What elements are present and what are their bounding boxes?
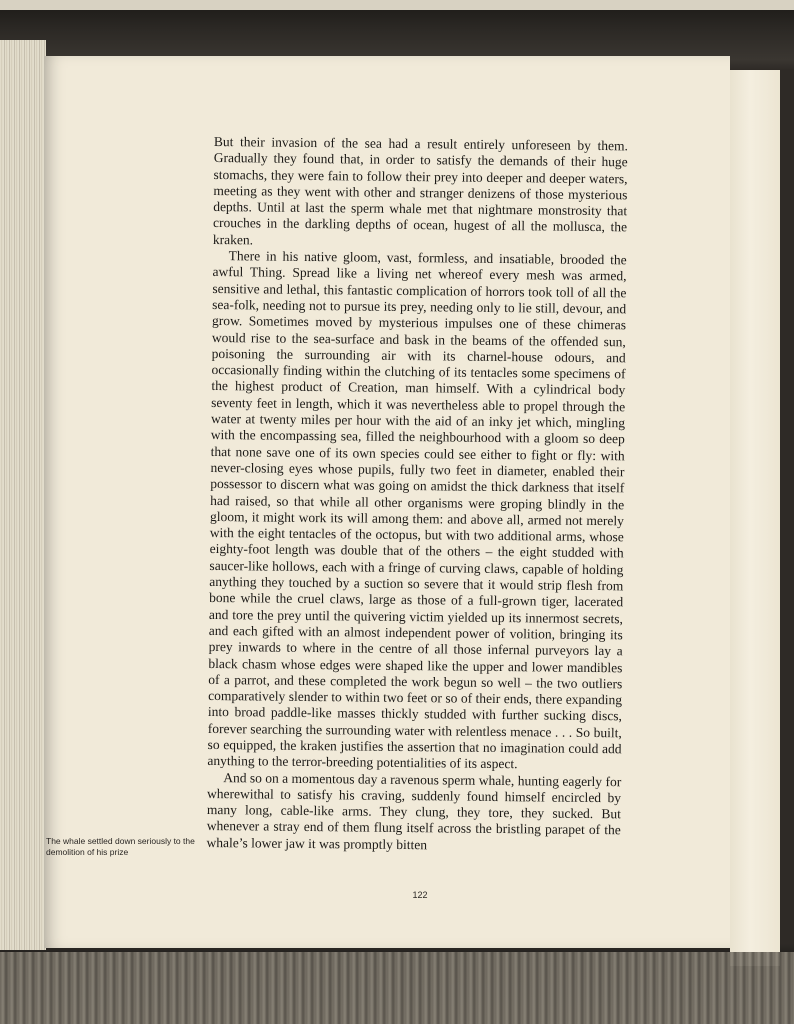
paragraph-3: And so on a momentous day a ravenous sperm whale, hunting eagerly for wherewithal to satisfy his craving, suddenly found himself encircled by many long, cable-like arms. They clung, they tore, they sucked. But whenever a stray end of them flung itself across the bristling parapet of the whale’s lower jaw it was promptly bitten <box>206 769 622 853</box>
scan-bottom-edge <box>0 952 794 1024</box>
page-number: 122 <box>412 890 428 900</box>
scan-top-edge <box>0 0 794 10</box>
facing-page-edge <box>730 70 780 966</box>
margin-caption: The whale settled down seriously to the demolition of his prize <box>46 836 195 857</box>
page-stack-edges <box>0 40 46 950</box>
paragraph-2: There in his native gloom, vast, formless, and insatiable, brooded the awful Thing. Spread like a living net whereof every mesh was armed, sensitive and lethal, this fantastic complication of horrors took toll of all the sea-folk, needing not to pursue its prey, needing only to lie still, devour, and grow. Sometimes moved by mysterious impulses one of these chimeras would rise to the sea-surface and bask in the beams of the offended sun, poisoning the surrounding air with its charnel-house odours, and occasionally finding within the clutching of its tentacles some specimens of the highest product of Creation, man himself. With a cylindrical body seventy feet in length, which it was nevertheless able to propel through the water at twenty miles per hour with the aid of an inky jet which, mingling with the encompassing sea, filled the neighbourhood with a gloom so deep that none save one of its own species could see either to fight or fly: with never-closing eyes whose pupils, fully two feet in diameter, enabled their possessor to discern what was going on amidst the thick darkness that itself had raised, so that while all other organisms were groping blindly in the gloom, it might work its will among them: and above all, armed not merely with the eight tentacles of the octopus, but with two additional arms, whose eighty-foot length was double that of the others – the eight studded with saucer-like hollows, each with a fringe of curving claws, capable of holding anything they touched by a suction so severe that it would strip flesh from bone while the cruel claws, large as those of a full-grown tiger, lacerated and tore the prey until the quivering victim yielded up its innermost secrets, and each gifted with an almost independent power of volition, bringing its prey inwards to where in the centre of all those infernal purveyors lay a black chasm whose edges were shaped like the upper and lower mandibles of a parrot, and these completed the work begun so well – the two outliers comparatively slender to within two feet or so of their ends, there expanding into broad paddle-like masses thickly studded with further sucking discs, forever searching the surrounding water with relentless menace . . . So built, so equipped, the kraken justifies the assertion that no imagination could add anything to the terror-breeding potentialities of its aspect. <box>207 248 627 772</box>
paragraph-1: But their invasion of the sea had a result entirely unforeseen by them. Gradually they found that, in order to satisfy the demands of their huge stomachs, they were fain to follow their prey into deeper and deeper waters, meeting as they went with other and stranger denizens of those mysterious depths. Until at last the sperm whale met that nightmare monstrosity that crouches in the darkling depths of ocean, hugest of all the mollusca, the kraken. <box>212 134 628 248</box>
body-text <box>206 134 627 855</box>
